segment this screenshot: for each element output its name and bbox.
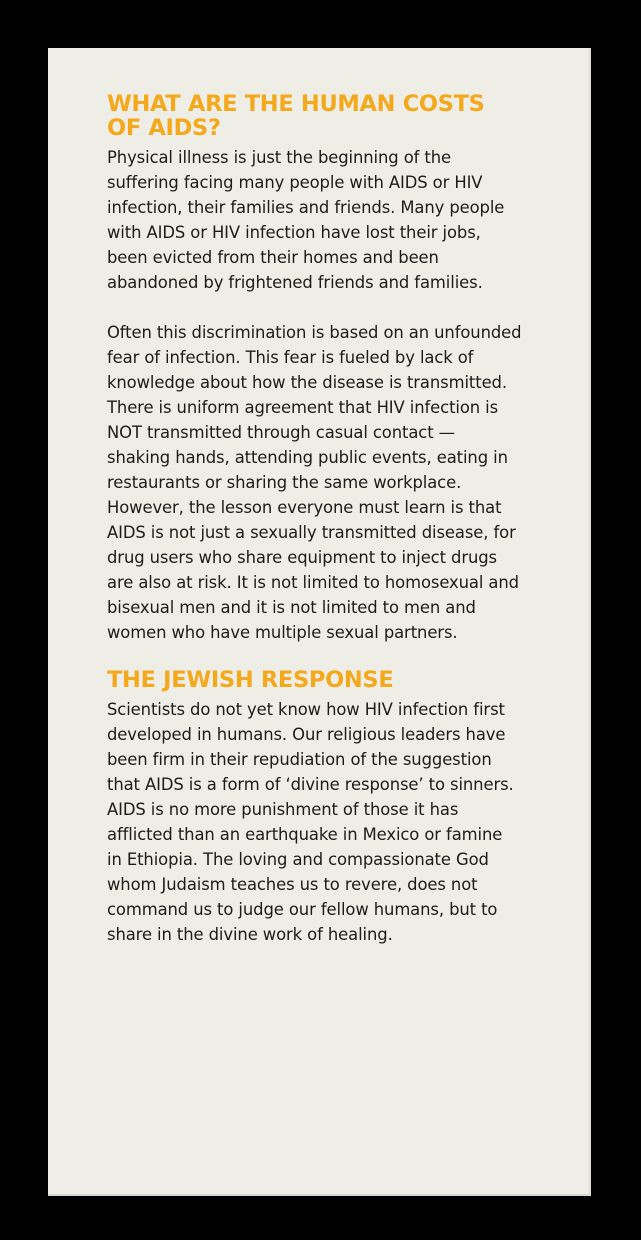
paragraph-jewish-response: Scientists do not yet know how HIV infection first developed in humans. Our religious leaders have been firm in their repudiation of the suggestion that AIDS is a form of ‘divine response’ to sinners. AIDS is no more punishment of those it has afflicted than an earthquake in Mexico or famine in Ethiopia. The loving and compassionate God whom Judaism teaches us to revere, does not command us to judge our fellow humans, but to share in the divine work of healing. bbox=[107, 700, 514, 944]
paragraph-physical-illness: Physical illness is just the beginning of the suffering facing many people with AIDS or HIV infection, their families and friends. Many people with AIDS or HIV infection have lost their jobs, been evicted from their homes and been abandoned by frightened friends and families. bbox=[107, 148, 505, 292]
section-human-costs bbox=[107, 92, 571, 645]
heading-jewish-response: THE JEWISH RESPONSE bbox=[107, 667, 394, 693]
paper-bottom-edge bbox=[48, 1194, 591, 1196]
section-jewish-response bbox=[107, 668, 571, 947]
leaflet-page bbox=[48, 48, 591, 1196]
paragraph-discrimination: Often this discrimination is based on an unfounded fear of infection. This fear is fueled by lack of knowledge about how the disease is transmitted. There is uniform agreement that HIV infection is NOT transmitted through casual contact — shaking hands, attending public events, eating in restaurants or sharing the same workplace. However, the lesson everyone must learn is that AIDS is not just a sexually transmitted disease, for drug users who share equipment to inject drugs are also at risk. It is not limited to homosexual and bisexual men and it is not limited to men and women who have multiple sexual partners. bbox=[107, 323, 522, 642]
heading-human-costs: WHAT ARE THE HUMAN COSTS OF AIDS? bbox=[107, 91, 485, 141]
